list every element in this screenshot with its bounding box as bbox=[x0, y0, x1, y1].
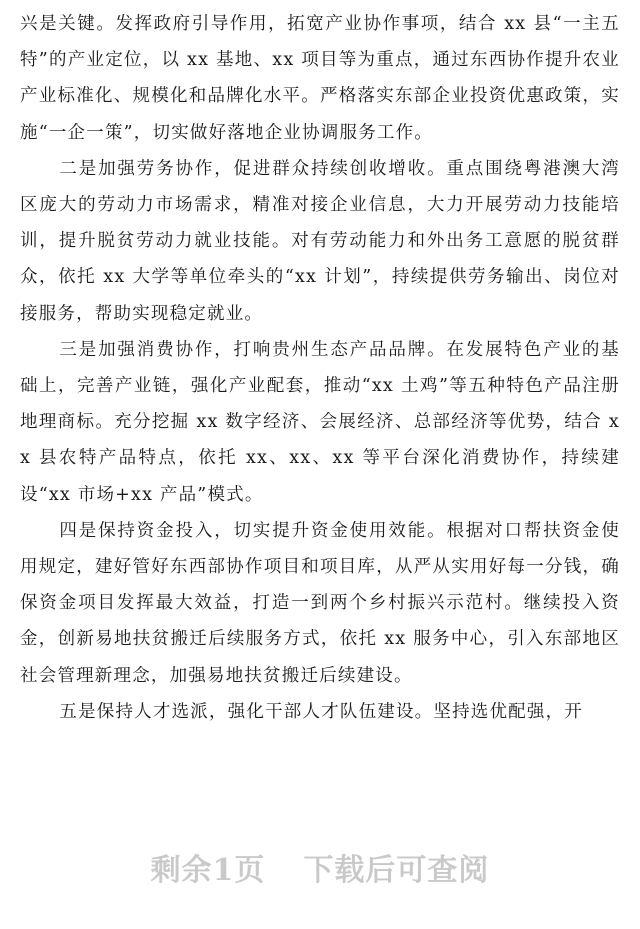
remaining-pages-text: 剩余1页 bbox=[150, 853, 266, 888]
paragraph-2: 二是加强劳务协作，促进群众持续创收增收。重点围绕粤港澳大湾区庞大的劳动力市场需求，精准对接企业信息，大力开展劳动力技能培训，提升脱贫劳动力就业技能。对有劳动能力和外出务工意愿的脱贫群众，依托 xx 大学等单位牵头的“xx 计划”，持续提供劳务输出、岗位对接服务，帮助实现稳定就业。 bbox=[20, 158, 620, 324]
document-body bbox=[20, 6, 620, 730]
paragraph-3: 三是加强消费协作，打响贵州生态产品品牌。在发展特色产业的基础上，完善产业链，强化产业配套，推动“xx 土鸡”等五种特色产品注册地理商标。充分挖掘 xx 数字经济、会展经济、总部经济等优势，结合 xx 县农特产品特点，依托 xx、xx、xx 等平台深化消费协作，持续建设“xx 市场+xx 产品”模式。 bbox=[20, 339, 620, 505]
paragraph-1: 兴是关键。发挥政府引导作用，拓宽产业协作事项，结合 xx 县“一主五特”的产业定位，以 xx 基地、xx 项目等为重点，通过东西协作提升农业产业标准化、规模化和品牌化水平。严格落实东部企业投资优惠政策，实施“一企一策”，切实做好落地企业协调服务工作。 bbox=[20, 14, 620, 143]
remaining-pages-banner[interactable] bbox=[0, 845, 640, 889]
paragraph-4: 四是保持资金投入，切实提升资金使用效能。根据对口帮扶资金使用规定，建好管好东西部协作项目和项目库，从严从实用好每一分钱，确保资金项目发挥最大效益，打造一到两个乡村振兴示范村。继续投入资金，创新易地扶贫搬迁后续服务方式，依托 xx 服务中心，引入东部地区社会管理新理念，加强易地扶贫搬迁后续建设。 bbox=[20, 520, 620, 686]
download-to-view-text: 下载后可查阅 bbox=[303, 853, 490, 888]
paragraph-5: 五是保持人才选派，强化干部人才队伍建设。坚持选优配强，开 bbox=[59, 701, 583, 722]
